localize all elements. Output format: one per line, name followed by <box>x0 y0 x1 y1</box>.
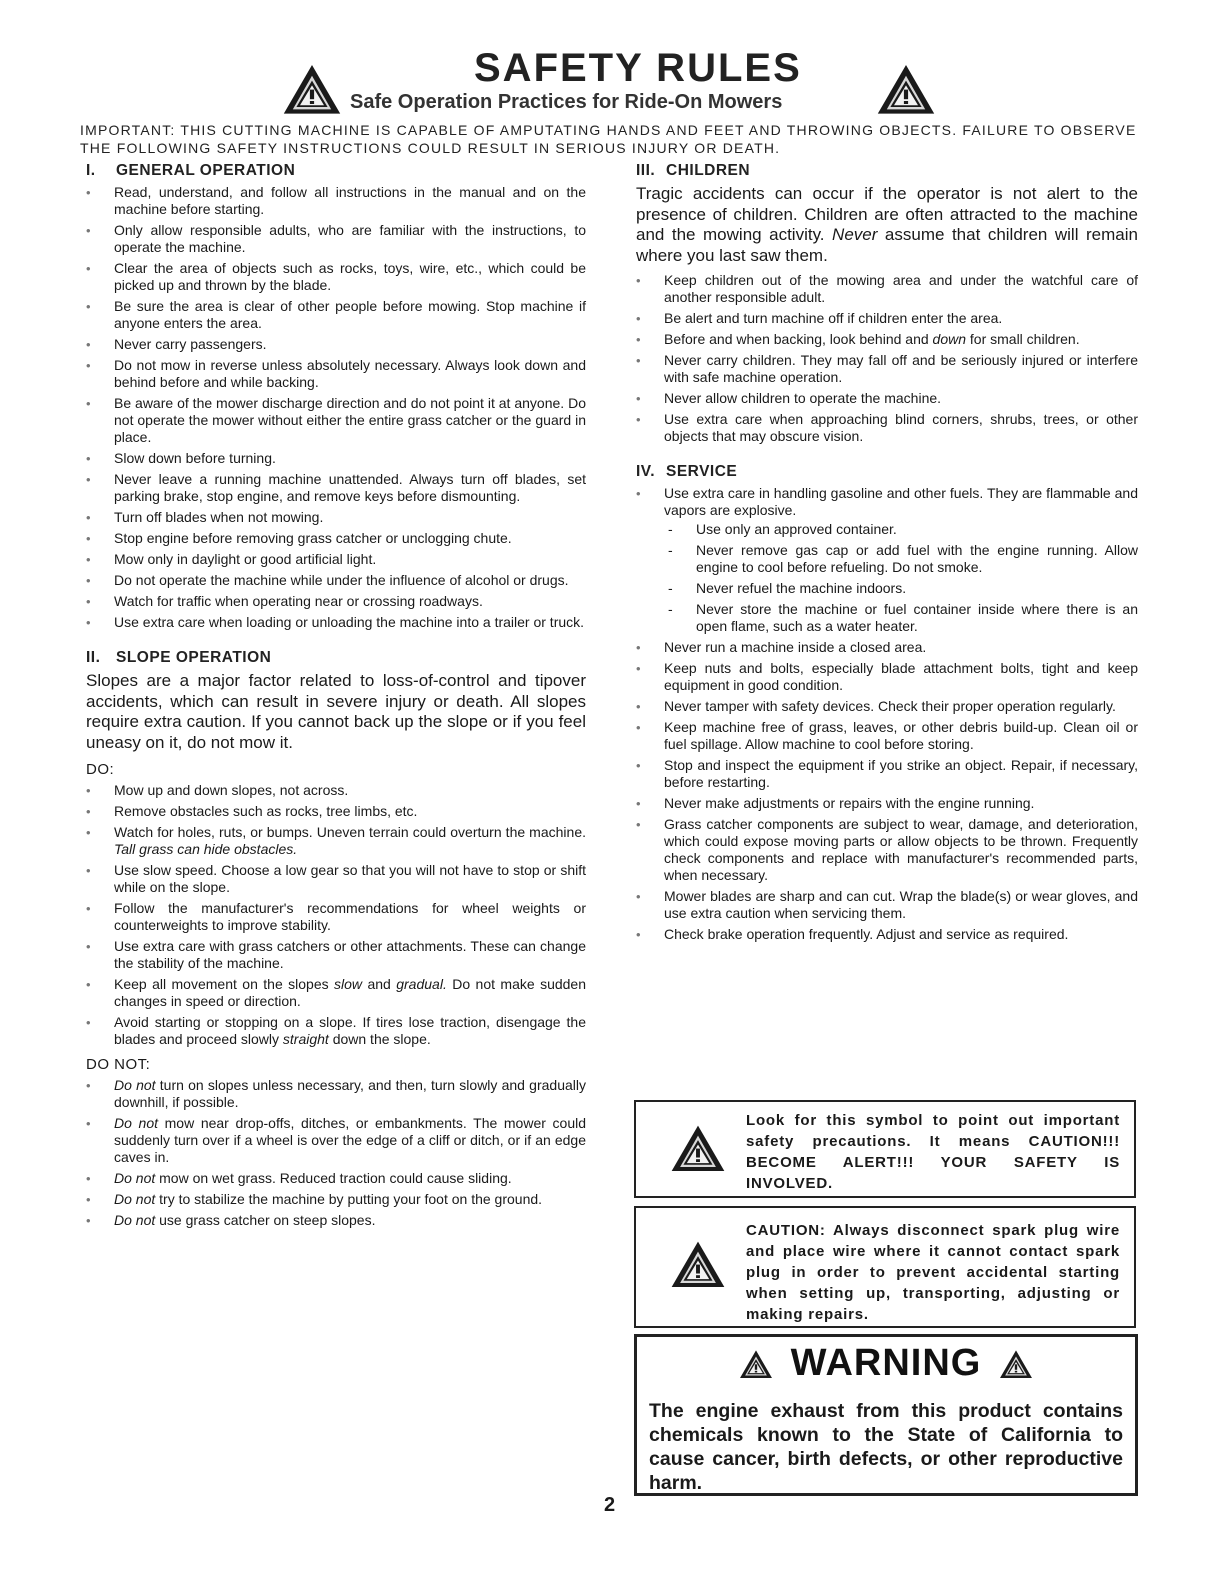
list-item <box>86 260 586 294</box>
warning-triangle-icon <box>999 1348 1033 1380</box>
list-item <box>636 888 1138 922</box>
list-item <box>86 1014 586 1048</box>
list-item <box>636 310 1138 327</box>
children-list <box>636 272 1138 445</box>
list-item <box>86 803 586 820</box>
important-text: THIS CUTTING MACHINE IS CAPABLE OF AMPUTATING HANDS AND FEET AND THROWING OBJECTS. FAILURE TO OBSERVE THE FOLLOWING SAFETY INSTRUCTIONS COULD RESULT IN SERIOUS INJURY OR DEATH. <box>80 122 1137 156</box>
page-subtitle: Safe Operation Practices for Ride-On Mowers <box>350 91 783 113</box>
list-item-text: for small children. <box>966 331 1080 347</box>
warning-heading <box>637 1341 1135 1385</box>
list-item <box>636 698 1138 715</box>
list-item-text: Avoid starting or stopping on a slope. If tires lose traction, disengage the blades and proceed slowly <box>114 1014 586 1047</box>
sub-list-item <box>664 521 1138 538</box>
list-item-emphasis: slow <box>334 976 363 992</box>
general-operation-list <box>86 184 586 631</box>
section-number: I. <box>86 162 96 179</box>
warning-triangle-icon <box>670 1238 726 1290</box>
list-item-text: mow on wet grass. Reduced traction could cause sliding. <box>155 1170 512 1186</box>
children-intro-text: Tragic accidents can occur if the operator is not alert to the presence of children. Children are often attracted to the machine and the mowing activity. <box>636 184 1138 244</box>
section-title: SLOPE OPERATION <box>116 649 272 666</box>
list-item-emphasis: Do not <box>114 1191 156 1207</box>
list-item <box>86 1191 586 1208</box>
list-item-text: Never allow children to operate the machine. <box>664 390 942 406</box>
list-item-text: Use extra care when approaching blind corners, shrubs, trees, or other objects that may obscure vision. <box>664 411 1138 444</box>
list-item <box>636 390 1138 407</box>
list-item <box>86 1077 586 1111</box>
warning-triangle-icon <box>670 1122 726 1174</box>
list-item-text: Use extra care with grass catchers or other attachments. These can change the stability of the machine. <box>114 938 586 971</box>
list-item-text: and <box>362 976 397 992</box>
safety-symbol-text: Look for this symbol to point out important safety precautions. It means CAUTION!!! BECOME ALERT!!! YOUR SAFETY IS INVOLVED. <box>746 1112 1120 1192</box>
list-item-text: Watch for holes, ruts, or bumps. Uneven terrain could overturn the machine. <box>114 824 586 840</box>
list-item-text: Do not mow in reverse unless absolutely necessary. Always look down and behind before and while backing. <box>114 357 586 390</box>
section-title: GENERAL OPERATION <box>116 162 296 179</box>
list-item <box>86 862 586 896</box>
caution-box <box>634 1206 1136 1328</box>
list-item <box>86 1170 586 1187</box>
list-item <box>636 411 1138 445</box>
list-item-text: Before and when backing, look behind and <box>664 331 933 347</box>
list-item-text: Never tamper with safety devices. Check their proper operation regularly. <box>664 698 1116 714</box>
page-title: SAFETY RULES <box>474 46 802 90</box>
list-item-emphasis: down <box>932 331 966 347</box>
right-column <box>636 162 1138 947</box>
list-item <box>86 1115 586 1166</box>
slope-intro: Slopes are a major factor related to loss-of-control and tipover accidents, which can result in severe injury or death. All slopes require extra caution. If you cannot back up the slope or if you feel uneasy on it, do not mow it. <box>86 671 586 752</box>
list-item-text: Never run a machine inside a closed area. <box>664 639 927 655</box>
section-heading-children <box>636 162 1138 180</box>
list-item-emphasis: Tall grass can hide obstacles. <box>114 841 298 857</box>
list-item-emphasis: Do not <box>114 1170 156 1186</box>
list-item-text: Mow up and down slopes, not across. <box>114 782 349 798</box>
list-item-text: mow near drop-offs, ditches, or embankments. The mower could suddenly turn over if a wheel is over the edge of a cliff or ditch, or if an edge caves in. <box>114 1115 586 1165</box>
sub-list-item <box>664 542 1138 576</box>
list-item-text: Keep machine free of grass, leaves, or other debris build-up. Clean oil or fuel spillage. Allow machine to cool before storing. <box>664 719 1138 752</box>
do-not-list <box>86 1077 586 1229</box>
list-item <box>86 450 586 467</box>
list-item <box>86 572 586 589</box>
list-item <box>86 938 586 972</box>
list-item-text: Keep children out of the mowing area and under the watchful care of another responsible adult. <box>664 272 1138 305</box>
list-item-text: Remove obstacles such as rocks, tree limbs, etc. <box>114 803 418 819</box>
list-item <box>86 298 586 332</box>
left-column <box>86 162 586 1233</box>
list-item <box>636 352 1138 386</box>
list-item <box>636 926 1138 943</box>
sub-list-item <box>664 580 1138 597</box>
list-item-emphasis: Do not <box>114 1115 158 1131</box>
section-heading-general <box>86 162 586 180</box>
list-item <box>86 1212 586 1229</box>
do-label: DO: <box>86 761 115 778</box>
warning-triangle-icon <box>739 1348 773 1380</box>
list-item-text: Watch for traffic when operating near or crossing roadways. <box>114 593 483 609</box>
list-item-text: Stop and inspect the equipment if you strike an object. Repair, if necessary, before restarting. <box>664 757 1138 790</box>
children-intro-emphasis: Never <box>832 225 878 244</box>
warning-text: The engine exhaust from this product contains chemicals known to the State of California to cause cancer, birth defects, or other reproductive harm. <box>649 1400 1123 1494</box>
list-item <box>636 719 1138 753</box>
list-item-text: use grass catcher on steep slopes. <box>155 1212 376 1228</box>
list-item <box>86 471 586 505</box>
list-item-text: Read, understand, and follow all instructions in the manual and on the machine before starting. <box>114 184 586 217</box>
warning-triangle-icon <box>282 62 342 116</box>
section-number: III. <box>636 162 656 179</box>
list-item <box>86 395 586 446</box>
list-item-text: Clear the area of objects such as rocks, toys, wire, etc., which could be picked up and thrown by the blade. <box>114 260 586 293</box>
list-item <box>86 824 586 858</box>
list-item-text: Only allow responsible adults, who are familiar with the instructions, to operate the machine. <box>114 222 586 255</box>
list-item-text: turn on slopes unless necessary, and then, turn slowly and gradually downhill, if possible. <box>114 1077 586 1110</box>
list-item-text: Slow down before turning. <box>114 450 276 466</box>
list-item <box>86 530 586 547</box>
list-item <box>86 614 586 631</box>
list-item-text: Be alert and turn machine off if children enter the area. <box>664 310 1003 326</box>
list-item <box>636 639 1138 656</box>
caution-text: CAUTION: Always disconnect spark plug wire and place wire where it cannot contact spark plug in order to prevent accidental starting when setting up, transporting, adjusting or making repairs. <box>746 1222 1120 1323</box>
list-item <box>86 184 586 218</box>
section-number: IV. <box>636 463 656 480</box>
warning-title: WARNING <box>790 1342 982 1385</box>
list-item-text: Stop engine before removing grass catcher or unclogging chute. <box>114 530 512 546</box>
list-item <box>86 900 586 934</box>
list-item-emphasis: gradual. <box>396 976 447 992</box>
list-item-text: Check brake operation frequently. Adjust and service as required. <box>664 926 1069 942</box>
list-item-emphasis: straight <box>282 1031 329 1047</box>
list-item-text: Mower blades are sharp and can cut. Wrap the blade(s) or wear gloves, and use extra caution when servicing them. <box>664 888 1138 921</box>
list-item <box>636 757 1138 791</box>
section-number: II. <box>86 649 101 666</box>
safety-symbol-box <box>634 1100 1136 1198</box>
list-item <box>636 816 1138 884</box>
list-item <box>86 976 586 1010</box>
list-item-text: Never carry children. They may fall off and be seriously injured or interfere with safe machine operation. <box>664 352 1138 385</box>
list-item-text: Turn off blades when not mowing. <box>114 509 324 525</box>
list-item-text: Never carry passengers. <box>114 336 267 352</box>
children-intro-text: assume that children will remain where you last saw them. <box>636 225 1138 265</box>
list-item-text: Use extra care when loading or unloading the machine into a trailer or truck. <box>114 614 585 630</box>
list-item-text: Follow the manufacturer's recommendations for wheel weights or counterweights to improve stability. <box>114 900 586 933</box>
list-item-text: Mow only in daylight or good artificial light. <box>114 551 377 567</box>
list-item-text: Be aware of the mower discharge direction and do not point it at anyone. Do not operate the mower without either the entire grass catcher or the guard in place. <box>114 395 586 445</box>
list-item <box>636 795 1138 812</box>
list-item-text: Never refuel the machine indoors. <box>696 580 907 596</box>
list-item-text: Never make adjustments or repairs with the engine running. <box>664 795 1035 811</box>
list-item <box>636 272 1138 306</box>
service-list-continued <box>636 639 1138 943</box>
do-not-label: DO NOT: <box>86 1056 151 1073</box>
list-item <box>86 357 586 391</box>
list-item-text: Never remove gas cap or add fuel with the engine running. Allow engine to cool before refueling. Do not smoke. <box>696 542 1138 575</box>
fuel-sublist <box>664 521 1138 635</box>
warning-triangle-icon <box>876 62 936 116</box>
list-item <box>636 660 1138 694</box>
list-item <box>86 336 586 353</box>
list-item <box>86 593 586 610</box>
sub-list-item <box>664 601 1138 635</box>
list-item-text: Do not make sudden changes in speed or direction. <box>114 976 586 1009</box>
warning-box <box>634 1334 1138 1496</box>
list-item-text: Use only an approved container. <box>696 521 897 537</box>
page-number: 2 <box>604 1494 616 1516</box>
list-item <box>86 222 586 256</box>
do-list <box>86 782 586 1048</box>
list-item-emphasis: Do not <box>114 1212 156 1228</box>
list-item-text: try to stabilize the machine by putting your foot on the ground. <box>155 1191 543 1207</box>
list-item <box>86 782 586 799</box>
service-list <box>636 485 1138 635</box>
list-item <box>86 509 586 526</box>
children-intro <box>636 184 1138 266</box>
list-item-text: Keep nuts and bolts, especially blade attachment bolts, tight and keep equipment in good condition. <box>664 660 1138 693</box>
section-title: CHILDREN <box>666 162 751 179</box>
list-item <box>636 331 1138 348</box>
list-item-text: Never leave a running machine unattended. Always turn off blades, set parking brake, stop engine, and remove keys before dismounting. <box>114 471 586 504</box>
list-item <box>86 551 586 568</box>
list-item-text: Do not operate the machine while under the influence of alcohol or drugs. <box>114 572 569 588</box>
list-item-text: Be sure the area is clear of other people before mowing. Stop machine if anyone enters the area. <box>114 298 586 331</box>
important-label: IMPORTANT: <box>80 122 176 138</box>
list-item <box>636 485 1138 635</box>
list-item-text: Use extra care in handling gasoline and other fuels. They are flammable and vapors are explosive. <box>664 485 1138 518</box>
list-item-text: Never store the machine or fuel container inside where there is an open flame, such as a water heater. <box>696 601 1138 634</box>
section-title: SERVICE <box>666 463 738 480</box>
list-item-text: Use slow speed. Choose a low gear so that you will not have to stop or shift while on the slope. <box>114 862 586 895</box>
list-item-text: Keep all movement on the slopes <box>114 976 335 992</box>
list-item-text: down the slope. <box>328 1031 431 1047</box>
section-heading-slope <box>86 649 586 667</box>
section-heading-service <box>636 463 1138 481</box>
list-item-text: Grass catcher components are subject to wear, damage, and deterioration, which could expose moving parts or allow objects to be thrown. Frequently check components and replace with manufacturer's recommended parts, when necessary. <box>664 816 1138 883</box>
important-notice <box>80 121 1140 157</box>
list-item-emphasis: Do not <box>114 1077 156 1093</box>
